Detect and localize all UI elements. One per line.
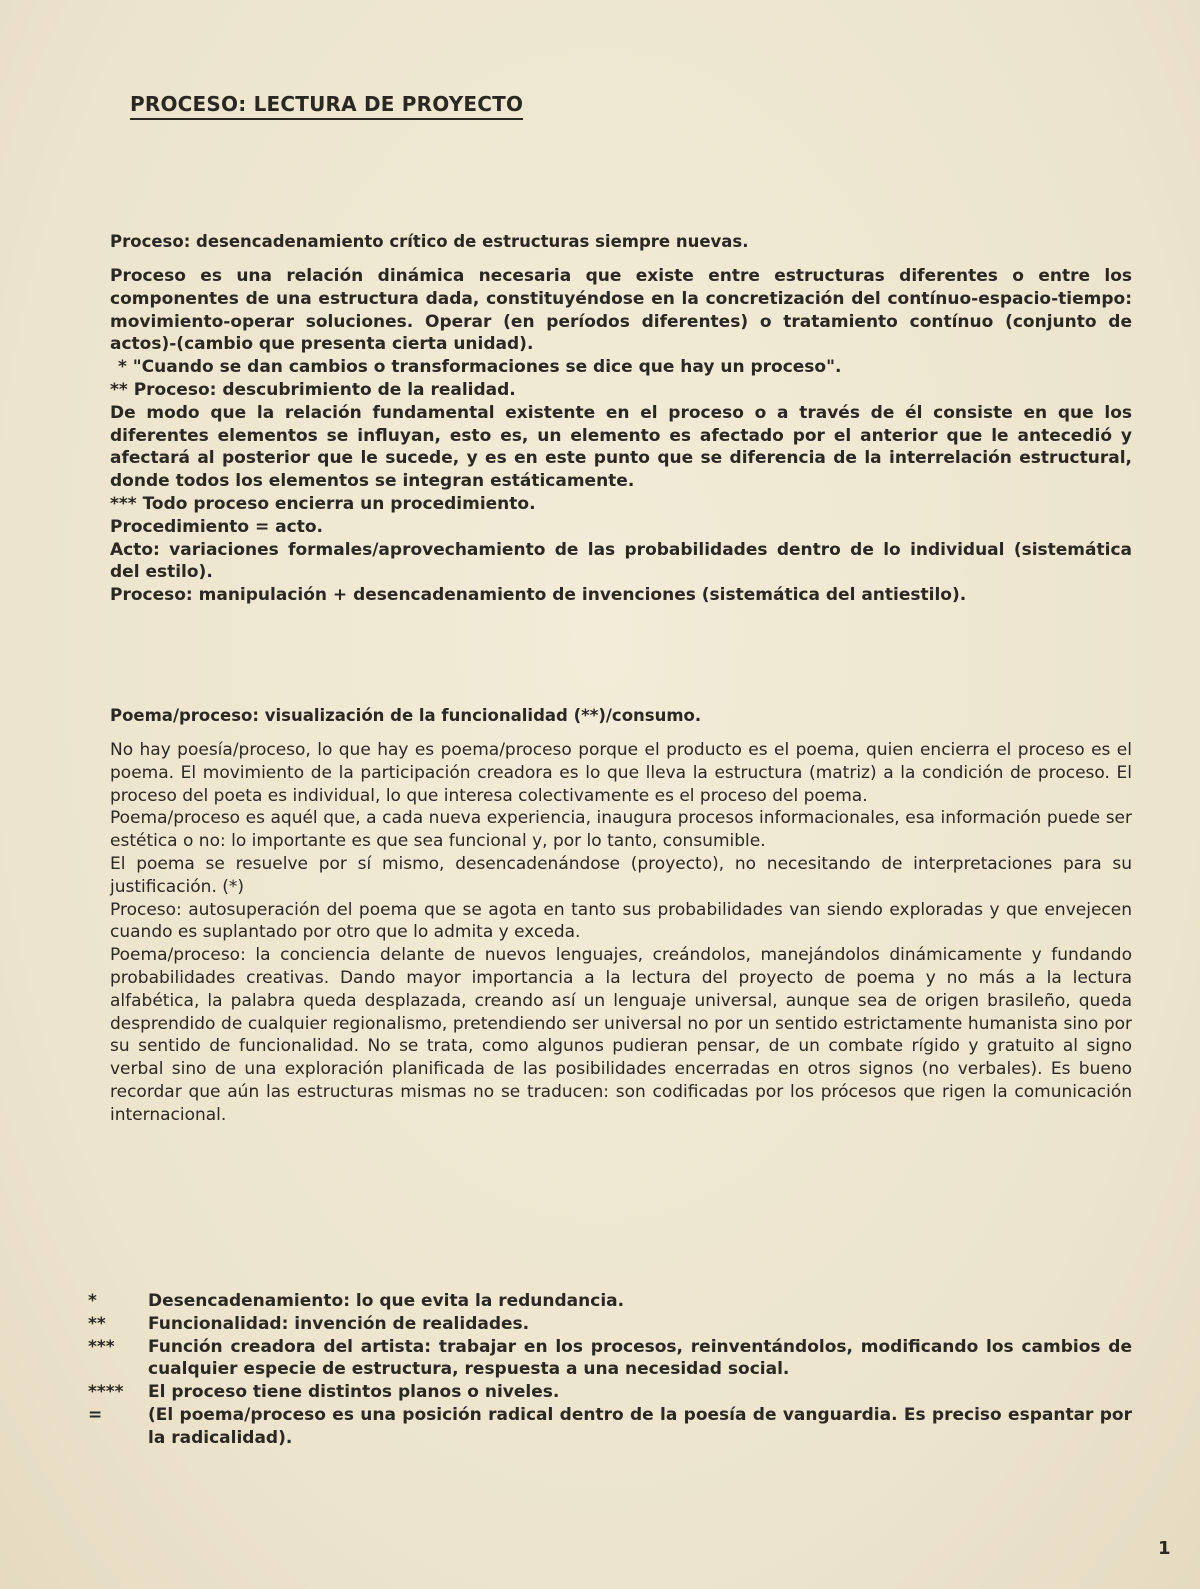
footnote-mark: ****: [88, 1382, 124, 1403]
paragraph: Poema/proceso: la conciencia delante de nuevos lenguajes, creándolos, manejándolos dinámicamente y fundando probabilidades creativas. Dando mayor importancia a la lectura del proyecto de poema y no más a la lectura alfabética, la palabra queda desplazada, creando así un lenguaje universal, aunque sea de origen brasileño, queda desprendido de cualquier regionalismo, pretendiendo ser universal no por un sentido estrictamente humanista sino por su sentido de funcionalidad. No se trata, como algunos pudieran pensar, de un combate rígido y gratuito al signo verbal sino de una exploración planificada de las posibilidades encerradas en otros signos (no verbales). Es bueno recordar que aún las estructuras mismas no se traducen: son codificadas por los prócesos que rigen la comunicación internacional.: [110, 945, 1132, 1125]
footnote-text: El proceso tiene distintos planos o niveles.: [148, 1382, 560, 1403]
paragraph: No hay poesía/proceso, lo que hay es poema/proceso porque el producto es el poema, quien encierra el proceso es el poema. El movimiento de la participación creadora es lo que lleva la estructura (matriz) a la condición de proceso. El proceso del poeta es individual, lo que interesa colectivamente es el proceso del poema.: [110, 740, 1132, 806]
footnote-text: (El poema/proceso es una posición radical dentro de la poesía de vanguardia. Es preciso espantar por la radicalidad).: [148, 1404, 1132, 1448]
paragraph: ** Proceso: descubrimiento de la realidad.: [110, 379, 516, 400]
section-proceso: [110, 232, 1132, 607]
footnote: [88, 1290, 1132, 1313]
footnote-mark: =: [88, 1404, 103, 1425]
paragraph: Proceso: manipulación + desencadenamiento de invenciones (sistemática del antiestilo).: [110, 585, 967, 606]
footnote-text: Funcionalidad: invención de realidades.: [148, 1313, 530, 1334]
footnote: [88, 1313, 1132, 1336]
paragraph: * "Cuando se dan cambios o transformaciones se dice que hay un proceso".: [118, 357, 842, 378]
section-heading: Proceso: desencadenamiento crítico de estructuras siempre nuevas.: [110, 232, 749, 251]
footnote-mark: *: [88, 1291, 97, 1311]
footnotes: [88, 1290, 1132, 1450]
paragraph: Poema/proceso es aquél que, a cada nueva experiencia, inaugura procesos informacionales, esa información puede ser estética o no: lo importante es que sea funcional y, por lo tanto, consumible.: [110, 808, 1132, 852]
page-title: PROCESO: LECTURA DE PROYECTO: [130, 92, 523, 120]
footnote-text: Desencadenamiento: lo que evita la redundancia.: [148, 1291, 625, 1311]
paragraph: *** Todo proceso encierra un procedimiento.: [110, 493, 536, 514]
footnote: [88, 1381, 1132, 1404]
section-poema-proceso: [110, 706, 1132, 1127]
footnote: [88, 1404, 1132, 1450]
paragraph: Proceso: autosuperación del poema que se agota en tanto sus probabilidades van siendo exploradas y que envejecen cuando es suplantado por otro que lo admita y exceda.: [110, 899, 1132, 943]
footnote: [88, 1336, 1132, 1382]
paragraph: De modo que la relación fundamental existente en el proceso o a través de él consiste en que los diferentes elementos se influyan, esto es, un elemento es afectado por el anterior que le antecedió y afectará al posterior que le sucede, y es en este punto que se diferencia de la interrelación estructural, donde todos los elementos se integran estáticamente.: [110, 402, 1132, 492]
footnote-mark: **: [88, 1313, 106, 1334]
paragraph: Procedimiento = acto.: [110, 516, 323, 537]
footnote-text: Función creadora del artista: trabajar en los procesos, reinventándolos, modificando los cambios de cualquier especie de estructura, respuesta a una necesidad social.: [148, 1336, 1132, 1380]
footnote-mark: ***: [88, 1336, 115, 1357]
section-heading: Poema/proceso: visualización de la funcionalidad (**)/consumo.: [110, 706, 702, 725]
paragraph: Proceso es una relación dinámica necesaria que existe entre estructuras diferentes o entre los componentes de una estructura dada, constituyéndose en la concretización del contínuo-espacio-tiempo: movimiento-operar soluciones. Operar (en períodos diferentes) o tratamiento contínuo (conjunto de actos)-(cambio que presenta cierta unidad).: [110, 266, 1132, 355]
paragraph: El poema se resuelve por sí mismo, desencadenándose (proyecto), no necesitando de interpretaciones para su justificación. (*): [110, 853, 1132, 897]
paragraph: Acto: variaciones formales/aprovechamiento de las probabilidades dentro de lo individual (sistemática del estilo).: [110, 539, 1132, 583]
page-number: 1: [1158, 1538, 1171, 1559]
